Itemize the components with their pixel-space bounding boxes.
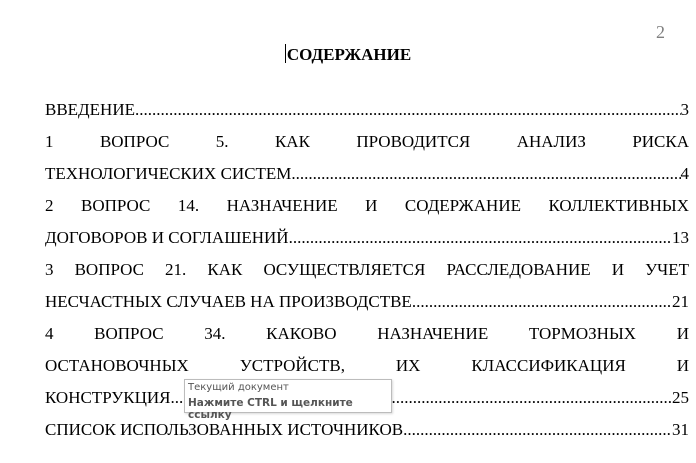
toc-entry-text[interactable]: ОСТАНОВОЧНЫХ УСТРОЙСТВ, ИХ КЛАССИФИКАЦИЯ И xyxy=(45,356,689,375)
toc-entry-text[interactable]: ВВЕДЕНИЕ xyxy=(45,100,135,119)
tooltip-hint: Нажмите CTRL и щелкните ссылку xyxy=(188,397,353,421)
text-cursor xyxy=(285,44,286,63)
toc-entry-text[interactable]: 2 ВОПРОС 14. НАЗНАЧЕНИЕ И СОДЕРЖАНИЕ КОЛЛЕКТИВНЫХ xyxy=(45,196,689,215)
toc-entry-3[interactable] xyxy=(45,258,689,322)
toc-page-number[interactable]: 21 xyxy=(672,292,689,311)
toc-page-number[interactable]: 31 xyxy=(672,420,689,439)
page-number: 2 xyxy=(656,22,665,42)
toc-entry-text[interactable]: 1 ВОПРОС 5. КАК ПРОВОДИТСЯ АНАЛИЗ РИСКА xyxy=(45,132,689,151)
dot-leader xyxy=(289,226,672,250)
toc-title xyxy=(0,44,696,65)
toc-page-number[interactable]: 25 xyxy=(672,388,689,407)
toc-entry-text[interactable]: ТЕХНОЛОГИЧЕСКИХ СИСТЕМ xyxy=(45,164,292,183)
toc-page-number[interactable]: 3 xyxy=(680,100,689,119)
dot-leader xyxy=(135,98,681,122)
toc-entry-text[interactable]: 4 ВОПРОС 34. КАКОВО НАЗНАЧЕНИЕ ТОРМОЗНЫХ И xyxy=(45,324,689,343)
toc-entry-text[interactable]: НЕСЧАСТНЫХ СЛУЧАЕВ НА ПРОИЗВОДСТВЕ xyxy=(45,292,412,311)
hyperlink-tooltip xyxy=(184,379,392,421)
toc-title-text: СОДЕРЖАНИЕ xyxy=(286,45,412,64)
toc-entry-2[interactable] xyxy=(45,194,689,258)
toc-entry-text[interactable]: 3 ВОПРОС 21. КАК ОСУЩЕСТВЛЯЕТСЯ РАССЛЕДОВАНИЕ И УЧЕТ xyxy=(45,260,689,279)
dot-leader xyxy=(403,418,672,442)
toc-entry-text[interactable]: СПИСОК ИСПОЛЬЗОВАННЫХ ИСТОЧНИКОВ xyxy=(45,420,404,439)
toc-entry-text[interactable]: КОНСТРУКЦИЯ xyxy=(45,388,171,407)
toc-entry-1[interactable] xyxy=(45,130,689,194)
toc-entry-text[interactable]: ДОГОВОРОВ И СОГЛАШЕНИЙ xyxy=(45,228,289,247)
dot-leader xyxy=(291,162,680,186)
toc-entry-intro[interactable] xyxy=(45,98,689,130)
dot-leader xyxy=(412,290,672,314)
toc-entry-sources[interactable] xyxy=(45,418,689,450)
toc-page-number[interactable]: 13 xyxy=(672,228,689,247)
tooltip-title: Текущий документ xyxy=(188,382,289,393)
toc-page-number[interactable]: 4 xyxy=(680,164,689,183)
